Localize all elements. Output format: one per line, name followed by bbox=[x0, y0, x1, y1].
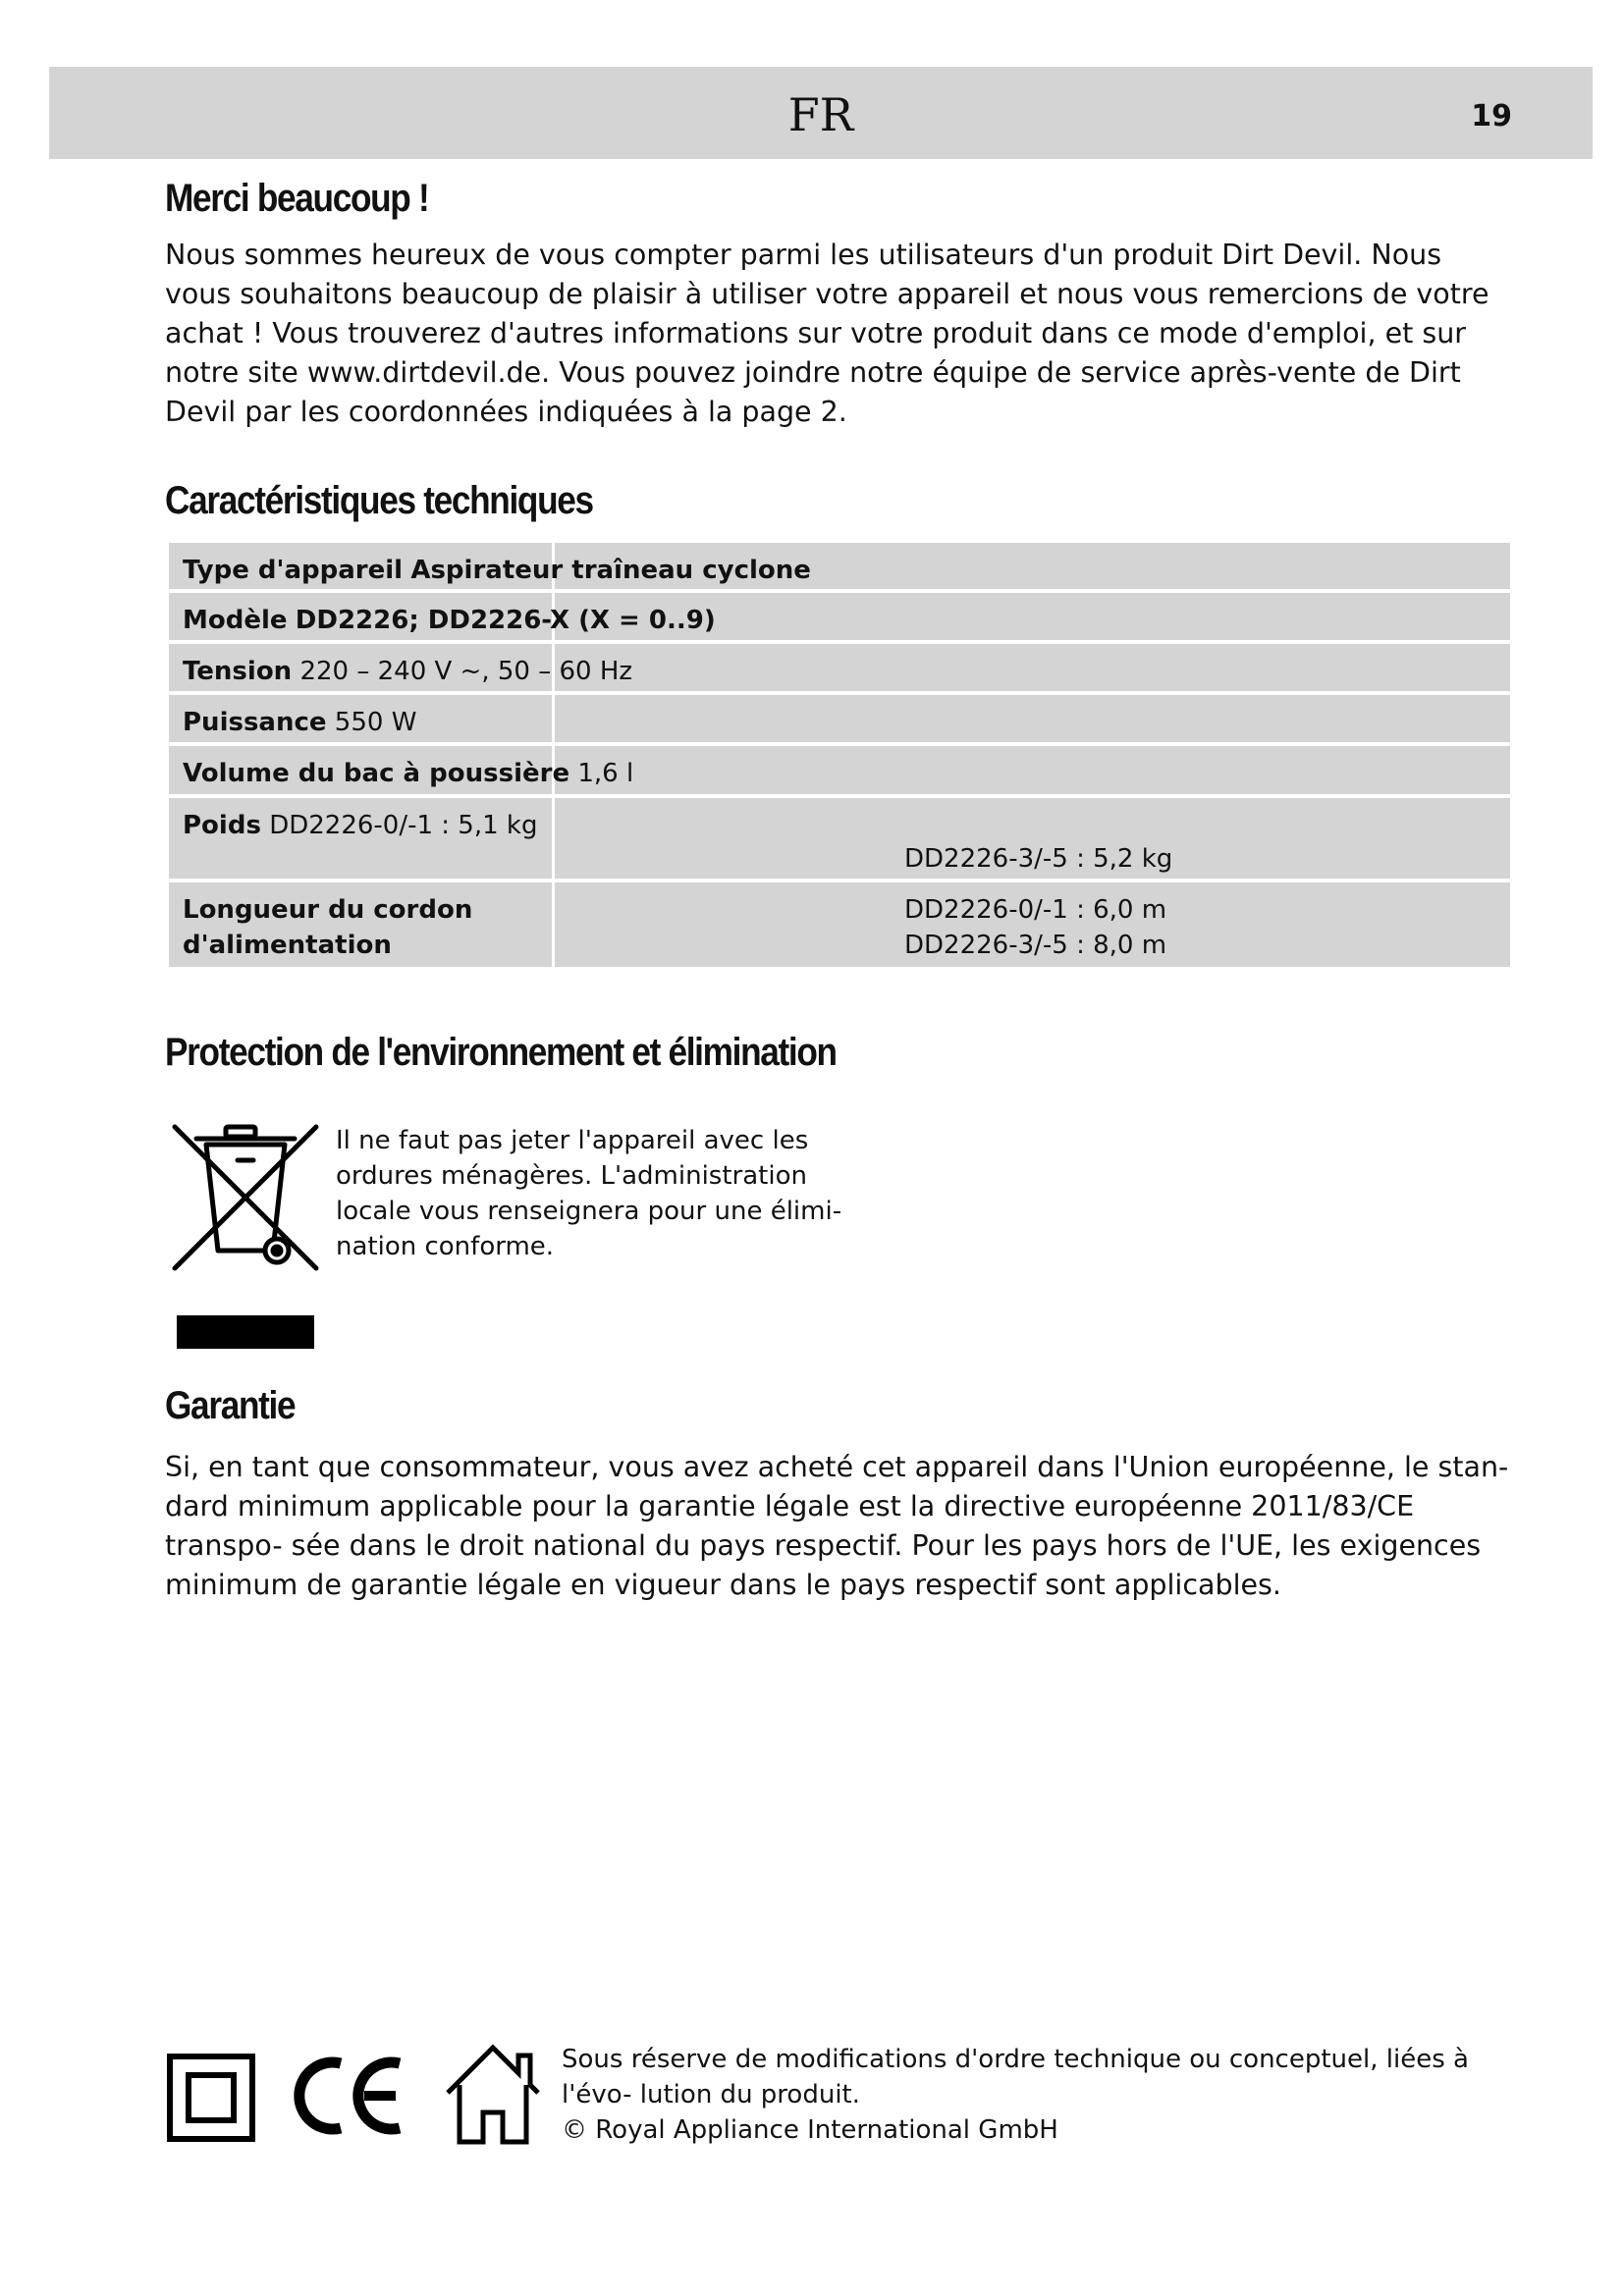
table-row bbox=[169, 593, 1510, 640]
weee-black-bar bbox=[177, 1315, 314, 1349]
ce-mark-icon bbox=[290, 2052, 407, 2140]
thanks-heading: Merci beaucoup ! bbox=[165, 177, 429, 220]
footer-notice bbox=[562, 2042, 1543, 2148]
crossed-out-bin-icon bbox=[167, 1121, 324, 1278]
spec-label-cell: Tension 220 – 240 V ~, 50 – 60 Hz bbox=[183, 657, 633, 686]
spec-label-cell: Modèle DD2226; DD2226-X (X = 0..9) bbox=[183, 606, 716, 635]
spec-value: DD2226-3/-5 : 5,2 kg bbox=[904, 844, 1173, 874]
specs-table bbox=[169, 543, 1510, 971]
table-row bbox=[169, 543, 1510, 589]
environment-paragraph: Il ne faut pas jeter l'appareil avec les ordures ménagères. L'administration locale vous renseignera pour une élimi- nation conforme. bbox=[336, 1126, 842, 1261]
footer-notice-text: Sous réserve de modifications d'ordre technique ou conceptuel, liées à l'évo- lution du produit. bbox=[562, 2045, 1469, 2109]
language-code: FR bbox=[787, 88, 854, 141]
spec-label-cell: Poids DD2226-0/-1 : 5,1 kg bbox=[183, 811, 538, 840]
spec-label-cell: Volume du bac à poussière 1,6 l bbox=[183, 759, 634, 788]
copyright-text: © Royal Appliance International GmbH bbox=[562, 2115, 1058, 2145]
table-row bbox=[169, 695, 1510, 742]
indoor-use-house-icon bbox=[444, 2042, 542, 2148]
spec-label-cell: Type d'appareil Aspirateur traîneau cyclone bbox=[183, 556, 811, 585]
spec-value: DD2226-0/-1 : 6,0 m bbox=[904, 895, 1167, 925]
protection-class-2-icon bbox=[167, 2054, 255, 2142]
table-row bbox=[169, 798, 1510, 879]
page-number: 19 bbox=[1471, 99, 1512, 133]
page-header bbox=[49, 67, 1593, 159]
spec-value: DD2226-3/-5 : 8,0 m bbox=[904, 931, 1167, 960]
table-row bbox=[169, 746, 1510, 794]
warranty-heading: Garantie bbox=[165, 1384, 296, 1427]
thanks-paragraph: Nous sommes heureux de vous compter parmi les utilisateurs d'un produit Dirt Devil. Nous vous souhaitons beaucoup de plaisir à utiliser votre appareil et nous vous remercions de votre achat ! Vous trouverez d'autres informations sur votre produit dans ce mode d'emploi, et sur notre site www.dirtdevil.de. Vous pouvez joindre notre équipe de service après-vente de Dirt Devil par les coordonnées indiquées à la page 2. bbox=[165, 239, 1489, 428]
table-row bbox=[169, 644, 1510, 691]
spec-label-cell: Longueur du cordon d'alimentation bbox=[183, 895, 473, 960]
table-row bbox=[169, 882, 1510, 967]
environment-heading: Protection de l'environnement et élimination bbox=[165, 1031, 837, 1074]
spec-label-cell: Puissance 550 W bbox=[183, 708, 417, 737]
warranty-paragraph: Si, en tant que consommateur, vous avez acheté cet appareil dans l'Union européenne, le stan- dard minimum applicable pour la garantie légale est la directive européenne 2011/83/CE transpo- sée dans le droit national du pays respectif. Pour les pays hors de l'UE, les exigences minimum de garantie légale en vigueur dans le pays respectif sont applicables. bbox=[165, 1451, 1509, 1601]
specs-heading: Caractéristiques techniques bbox=[165, 479, 593, 522]
